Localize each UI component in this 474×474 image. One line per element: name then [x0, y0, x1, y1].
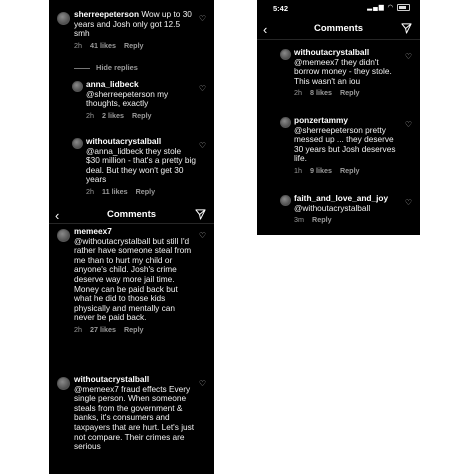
comment-meta: [294, 88, 402, 98]
comment-body: @sherreepeterson pretty messed up ... they deserve 30 years but Josh deserves life.: [294, 124, 396, 164]
heart-icon[interactable]: ♡: [404, 52, 412, 61]
wifi-icon: ◠: [387, 4, 395, 11]
comment-text: [74, 10, 196, 50]
comment-likes[interactable]: 41 likes: [90, 40, 116, 50]
avatar[interactable]: [280, 195, 291, 206]
comment-time: 3m: [294, 215, 304, 225]
comment-username[interactable]: withoutacrystalball: [86, 136, 162, 146]
comment-text: [74, 375, 196, 452]
comment-body: @memeex7 fraud effects Every single person. When someone steals from the government & banks, it's consumers and taxpayers that are hurt. Let's just not compare. Their crimes are serious: [74, 383, 195, 452]
page-title: Comments: [313, 23, 364, 34]
comment-likes[interactable]: 2 likes: [102, 110, 124, 120]
send-icon[interactable]: [401, 23, 412, 34]
comment-username[interactable]: withoutacrystalball: [294, 47, 370, 57]
hide-replies-label: Hide replies: [96, 63, 138, 72]
avatar[interactable]: [72, 138, 83, 149]
comments-panel-bottom-left: [49, 206, 214, 474]
comment-likes[interactable]: 8 likes: [310, 88, 332, 98]
comment-text: [294, 48, 402, 98]
comment-username[interactable]: sherreepeterson: [74, 9, 140, 19]
divider: [49, 223, 214, 224]
send-icon[interactable]: [195, 209, 206, 220]
comment-time: 2h: [74, 324, 82, 334]
comment-username[interactable]: memeex7: [74, 226, 112, 236]
divider-line: [74, 68, 90, 69]
comment-username[interactable]: withoutacrystalball: [74, 374, 150, 384]
heart-icon[interactable]: ♡: [198, 14, 206, 23]
status-bar: [257, 0, 420, 14]
back-chevron-icon[interactable]: ‹: [263, 22, 268, 37]
comment-meta: [294, 166, 402, 176]
comment-text: [86, 80, 196, 120]
comment-body: @withoutacrystalball but still I'd rather have someone steal from me than to hurt my child or anyone's child. Josh's crime deserve way more jail time. Money can be paid back but what he did to those kids physically and mentally can never be paid back.: [74, 235, 192, 323]
signal-icon: ▂▄▆: [367, 4, 385, 11]
comments-header: [257, 20, 420, 38]
battery-icon: [397, 4, 410, 11]
comment-body: @sherreepeterson my thoughts, exactly: [86, 88, 169, 109]
comment-time: 2h: [294, 88, 302, 98]
comment-meta: [74, 41, 196, 51]
comment-username[interactable]: ponzertammy: [294, 115, 348, 125]
comment-text: [294, 116, 402, 176]
comments-header: [49, 206, 214, 224]
comment-text: [294, 194, 402, 225]
back-chevron-icon[interactable]: ‹: [55, 208, 60, 223]
reply-button[interactable]: Reply: [339, 165, 360, 175]
comment-body: @withoutacrystalball: [294, 202, 371, 213]
reply-button[interactable]: Reply: [135, 186, 156, 196]
heart-icon[interactable]: ♡: [404, 120, 412, 129]
reply-button[interactable]: Reply: [339, 88, 360, 98]
comment-likes[interactable]: 9 likes: [310, 165, 332, 175]
comment-time: 2h: [74, 40, 82, 50]
divider: [257, 39, 420, 40]
avatar[interactable]: [72, 81, 83, 92]
comment-likes[interactable]: 11 likes: [102, 186, 128, 196]
heart-icon[interactable]: ♡: [198, 379, 206, 388]
heart-icon[interactable]: ♡: [198, 84, 206, 93]
heart-icon[interactable]: ♡: [198, 231, 206, 240]
comment-body: @anna_lidbeck they stole $30 million - that's a pretty big deal. But they won't get 30 years: [86, 145, 196, 185]
reply-button[interactable]: Reply: [123, 324, 144, 334]
comment-likes[interactable]: 27 likes: [90, 324, 116, 334]
comment-meta: [294, 215, 402, 225]
status-icons: [367, 3, 410, 11]
reply-button[interactable]: Reply: [312, 215, 332, 225]
comment-username[interactable]: anna_lidbeck: [86, 79, 139, 89]
comment-meta: [86, 111, 196, 121]
comments-panel-right: [257, 0, 420, 235]
status-time: 5:42: [273, 4, 289, 13]
hide-replies-button[interactable]: [74, 63, 138, 72]
comment-text: [74, 227, 196, 335]
comment-username[interactable]: faith_and_love_and_joy: [294, 193, 389, 203]
comment-body: @memeex7 they didn't borrow money - they stole. This wasn't an iou: [294, 56, 392, 86]
heart-icon[interactable]: ♡: [404, 198, 412, 207]
comment-meta: [74, 325, 196, 335]
avatar[interactable]: [57, 229, 70, 242]
comment-meta: [86, 187, 196, 197]
comments-panel-top-left: [49, 0, 214, 206]
page-title: Comments: [106, 209, 157, 220]
heart-icon[interactable]: ♡: [198, 141, 206, 150]
avatar[interactable]: [280, 49, 291, 60]
comment-time: 2h: [86, 186, 94, 196]
avatar[interactable]: [57, 12, 70, 25]
reply-button[interactable]: Reply: [131, 110, 152, 120]
avatar[interactable]: [280, 117, 291, 128]
reply-button[interactable]: Reply: [123, 40, 144, 50]
comment-time: 1h: [294, 165, 302, 175]
comment-body: Wow up to 30 years and Josh only got 12.5 smh: [74, 9, 192, 39]
avatar[interactable]: [57, 377, 70, 390]
comment-text: [86, 137, 196, 197]
comment-time: 2h: [86, 110, 94, 120]
